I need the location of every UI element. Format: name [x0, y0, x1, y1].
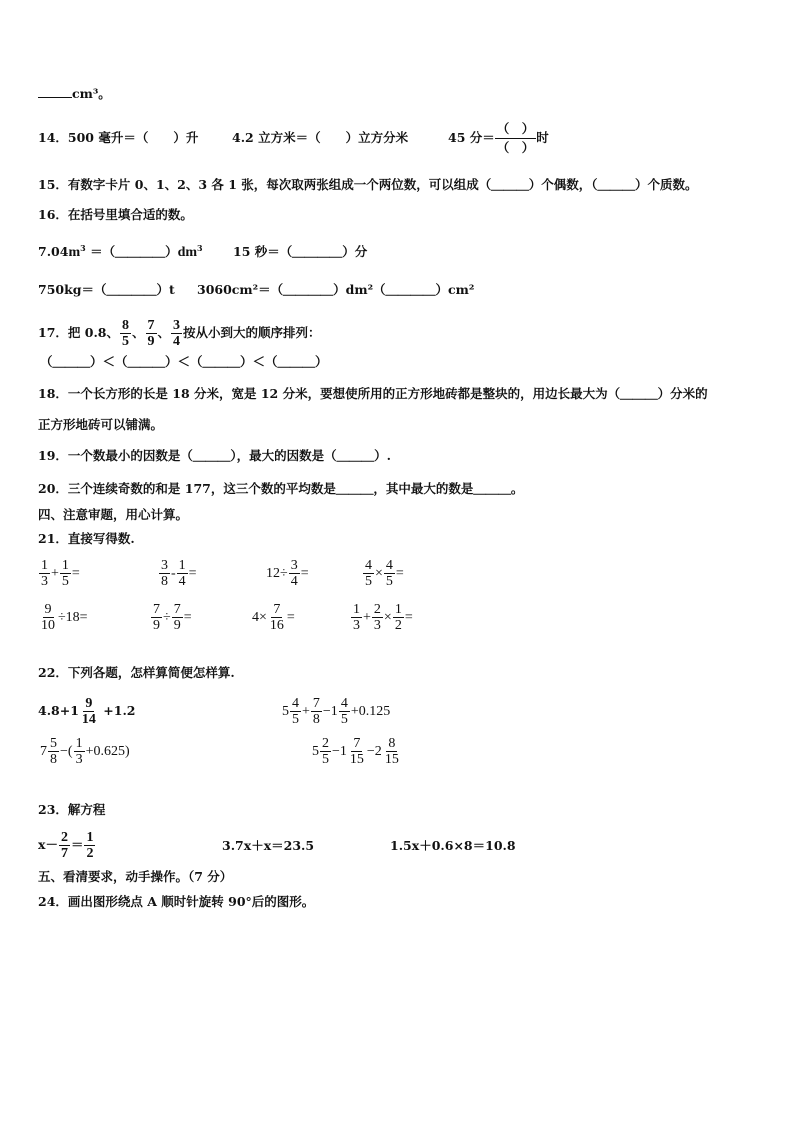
- fraction: $\frac{5}{8}$: [50, 736, 57, 767]
- q21-item: $\frac{7}{9}$ ÷ $\frac{7}{9}$ =: [153, 602, 192, 633]
- fraction: $\frac{1}{2}$: [394, 602, 402, 633]
- question-16-row2-a: 750kg＝（＿＿＿＿）t: [38, 282, 175, 297]
- q21-item: $\frac{9}{10}$ ÷18=: [41, 602, 88, 633]
- question-22-title: 22．下列各题，怎样算简便怎样算.: [38, 665, 235, 680]
- question-14: 14．500 毫升＝（ ）升: [38, 130, 199, 145]
- question-21-title: 21．直接写得数.: [38, 531, 135, 546]
- fraction: $\frac{3}{8}$: [161, 558, 168, 589]
- fraction: $\frac{9}{10}$: [41, 602, 55, 633]
- q22-expression: 7 $\frac{5}{8}$ −( $\frac{1}{3}$ +0.625): [40, 736, 130, 767]
- question-18-line2: 正方形地砖可以铺满。: [38, 417, 164, 432]
- fraction: $\frac{1}{3}$: [75, 736, 83, 767]
- fraction: $\frac{1}{5}$: [61, 558, 69, 589]
- fraction: $\frac{7}{9}$: [173, 602, 181, 633]
- fraction: $\frac{1}{2}$: [86, 830, 94, 861]
- fraction: $\frac{2}{7}$: [60, 830, 68, 861]
- question-15: 15．有数字卡片 0、1、2、3 各 1 张，每次取两张组成一个两位数，可以组成（＿＿＿）个偶数，（＿＿＿）个质数。: [38, 177, 698, 192]
- fraction: $\frac{4}{5}$: [385, 558, 393, 589]
- fraction: $\frac{1}{3}$: [41, 558, 48, 589]
- q21-item: 12÷ $\frac{3}{4}$ =: [266, 558, 309, 589]
- question-16-row2-b: 3060cm²＝（＿＿＿＿）dm²（＿＿＿＿）cm²: [197, 282, 475, 297]
- fraction: $\frac{7}{9}$: [153, 602, 160, 633]
- fraction: $\frac{1}{4}$: [178, 558, 186, 589]
- question-18-line1: 18．一个长方形的长是 18 分米，宽是 12 分米，要想使所用的正方形地砖都是整块的，用边长最大为（＿＿＿）分米的: [38, 386, 708, 401]
- question-16-title: 16．在括号里填合适的数。: [38, 207, 193, 222]
- answer-blank[interactable]: [38, 97, 72, 98]
- q21-item: 4× $\frac{7}{16}$ =: [252, 602, 295, 633]
- section-5-heading: 五、看清要求，动手操作。（7 分）: [38, 869, 233, 884]
- q21-item: $\frac{3}{8}$ - $\frac{1}{4}$ =: [161, 558, 197, 589]
- fraction: $\frac{7}{15}$: [349, 736, 364, 767]
- question-23-title: 23．解方程: [38, 802, 106, 817]
- q23-equation: 3.7x＋x＝23.5: [222, 838, 315, 853]
- q23-equation: 1.5x＋0.6×8＝10.8: [390, 838, 516, 853]
- time-fraction[interactable]: （ ） （ ）: [496, 121, 535, 155]
- question-19: 19．一个数最小的因数是（＿＿＿），最大的因数是（＿＿＿）.: [38, 448, 391, 463]
- question-17-answer-row[interactable]: （＿＿＿）＜（＿＿＿）＜（＿＿＿）＜（＿＿＿）: [40, 354, 328, 369]
- question-20: 20．三个连续奇数的和是 177，这三个数的平均数是＿＿＿，其中最大的数是＿＿＿。: [38, 481, 524, 496]
- fraction: $\frac{4}{5}$: [365, 558, 372, 589]
- fraction: $\frac{7}{16}$: [269, 602, 284, 633]
- fraction: $\frac{2}{3}$: [373, 602, 381, 633]
- question-14-part3: 45 分＝ （ ） （ ） 时: [448, 121, 549, 155]
- q22-expression: 5 $\frac{2}{5}$ −1 $\frac{7}{15}$ −2 $\frac{8}{15}$: [312, 736, 399, 767]
- fraction: $\frac{4}{5}$: [340, 696, 348, 727]
- q22-expression: 4.8+1 $\frac{9}{14}$ +1.2: [38, 696, 136, 727]
- fraction: $\frac{3}{4}$: [173, 318, 181, 349]
- fraction: $\frac{7}{9}$: [147, 318, 155, 349]
- section-4-heading: 四、注意审题，用心计算。: [38, 507, 189, 522]
- fraction: $\frac{9}{14}$: [81, 696, 96, 727]
- q21-item: $\frac{4}{5}$ × $\frac{4}{5}$ =: [365, 558, 404, 589]
- q21-item: $\frac{1}{3}$ + $\frac{2}{3}$ × $\frac{1}{2}$ =: [353, 602, 413, 633]
- question-24: 24．画出图形绕点 A 顺时针旋转 90°后的图形。: [38, 894, 315, 909]
- fraction: $\frac{1}{3}$: [353, 602, 360, 633]
- fraction: $\frac{4}{5}$: [292, 696, 299, 727]
- question-17: 17．把 0.8、 $\frac{8}{5}$ 、 $\frac{7}{9}$ 、 $\frac{3}{4}$ 按从小到大的顺序排列：: [38, 318, 321, 349]
- fraction: $\frac{7}{8}$: [312, 696, 320, 727]
- fraction: $\frac{8}{5}$: [122, 318, 129, 349]
- q22-expression: 5 $\frac{4}{5}$ + $\frac{7}{8}$ −1 $\frac{4}{5}$ +0.125: [282, 696, 391, 727]
- q23-equation: x－ $\frac{2}{7}$ ＝ $\frac{1}{2}$: [38, 830, 94, 861]
- fraction: $\frac{8}{15}$: [384, 736, 399, 767]
- question-16-row1-b: 15 秒＝（＿＿＿＿）分: [233, 244, 368, 259]
- fraction: $\frac{3}{4}$: [290, 558, 298, 589]
- question-14-part2: 4.2 立方米＝（ ）立方分米: [232, 130, 409, 145]
- question-16-row1: $7.04m^3$ $=(\_\_\_\_)dm^3$: [38, 242, 203, 260]
- fraction: $\frac{2}{5}$: [322, 736, 329, 767]
- q21-item: $\frac{1}{3}$ + $\frac{1}{5}$ =: [41, 558, 80, 589]
- q13-tail: cm³。: [38, 86, 111, 102]
